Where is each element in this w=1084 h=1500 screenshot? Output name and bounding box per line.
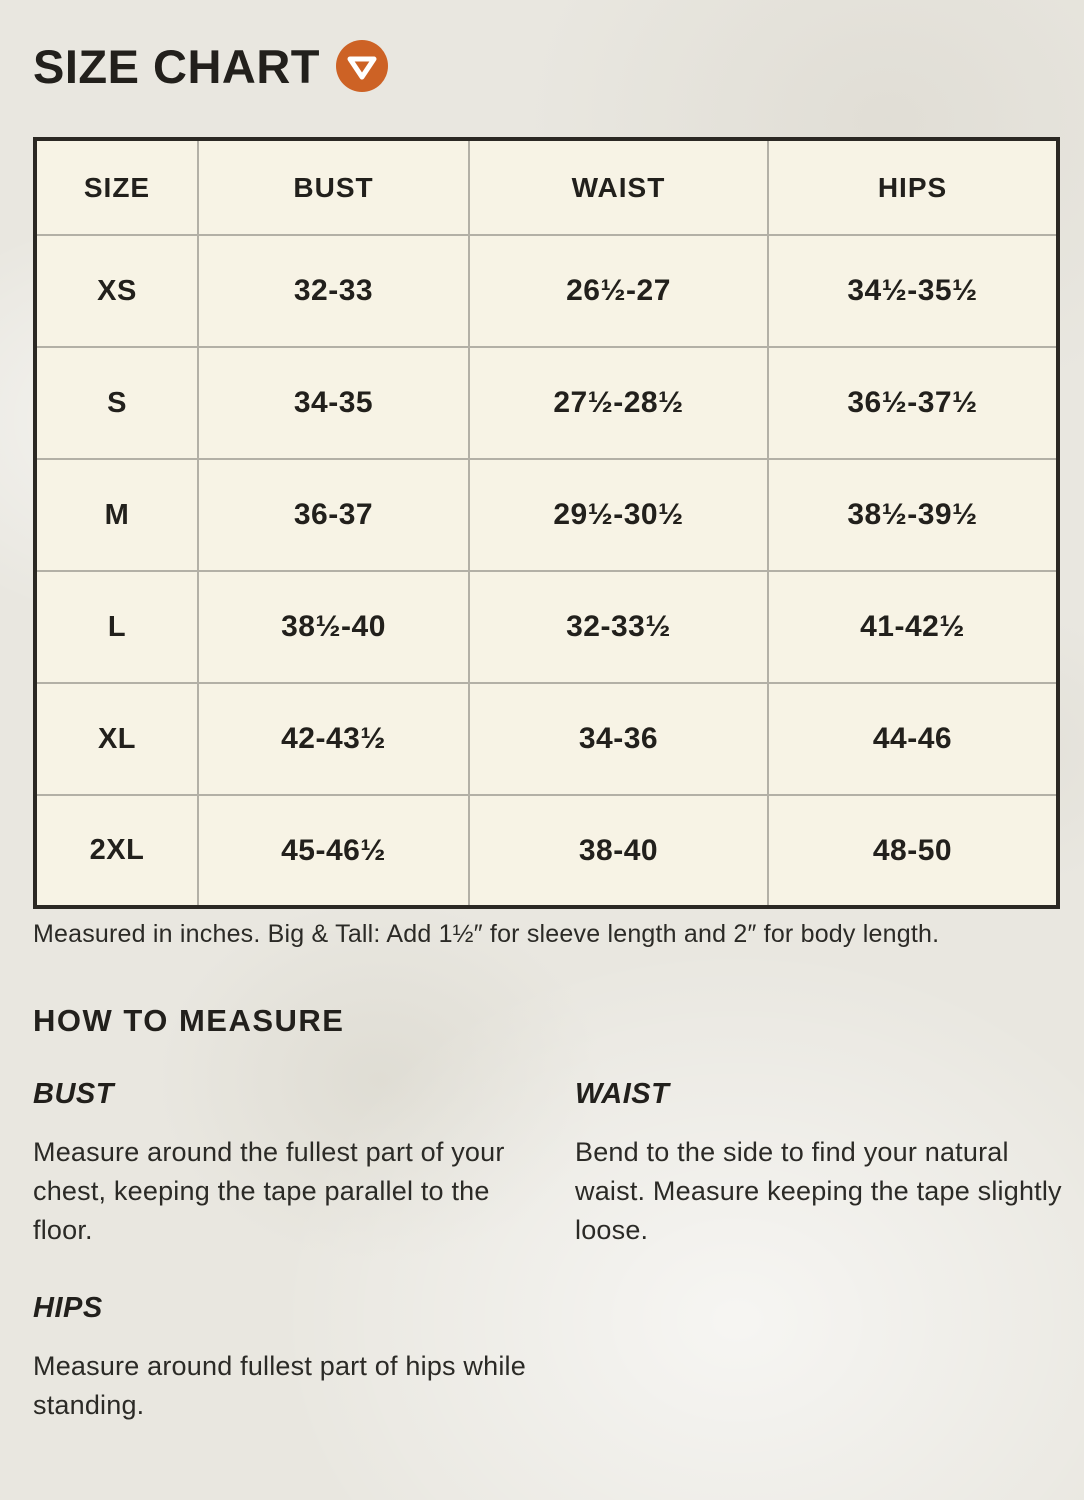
size-label: XS [35, 235, 198, 347]
bust-section-label: BUST [33, 1078, 114, 1110]
bust-value: 36-37 [198, 459, 469, 571]
bust-value: 42-43½ [198, 683, 469, 795]
hips-value: 38½-39½ [768, 459, 1058, 571]
waist-value: 27½-28½ [469, 347, 768, 459]
bust-section-text: Measure around the fullest part of your chest, keeping the tape parallel to the floor. [33, 1137, 505, 1245]
hips-value: 34½-35½ [768, 235, 1058, 347]
bust-value: 45-46½ [198, 795, 469, 907]
column-header-waist: WAIST [469, 139, 768, 235]
table-row-m [35, 459, 1058, 571]
bust-value: 32-33 [198, 235, 469, 347]
expand-down-triangle-icon[interactable] [336, 40, 388, 92]
waist-value: 38-40 [469, 795, 768, 907]
table-row-xl [35, 683, 1058, 795]
column-header-bust: BUST [198, 139, 469, 235]
waist-section-label: WAIST [575, 1078, 670, 1110]
waist-section-text: Bend to the side to find your natural waist. Measure keeping the tape slightly loose. [575, 1137, 1062, 1245]
column-header-hips: HIPS [768, 139, 1058, 235]
size-label: XL [35, 683, 198, 795]
hips-value: 44-46 [768, 683, 1058, 795]
hips-section-text: Measure around fullest part of hips while standing. [33, 1351, 526, 1420]
size-label: S [35, 347, 198, 459]
column-header-size: SIZE [35, 139, 198, 235]
waist-value: 29½-30½ [469, 459, 768, 571]
measurement-note: Measured in inches. Big & Tall: Add 1½″ for sleeve length and 2″ for body length. [33, 920, 940, 948]
table-row-xs [35, 235, 1058, 347]
hips-section-label: HIPS [33, 1292, 103, 1324]
table-row-2xl [35, 795, 1058, 907]
bust-value: 38½-40 [198, 571, 469, 683]
table-row-s [35, 347, 1058, 459]
size-chart-table [33, 137, 1060, 909]
table-header-row [35, 139, 1058, 235]
waist-value: 26½-27 [469, 235, 768, 347]
waist-value: 34-36 [469, 683, 768, 795]
waist-measure-section [575, 1078, 1070, 1250]
size-label: M [35, 459, 198, 571]
waist-value: 32-33½ [469, 571, 768, 683]
table-row-l [35, 571, 1058, 683]
size-label: 2XL [35, 795, 198, 907]
how-to-measure-heading: HOW TO MEASURE [33, 1003, 345, 1038]
hips-measure-section [33, 1292, 553, 1425]
hips-value: 48-50 [768, 795, 1058, 907]
hips-value: 41-42½ [768, 571, 1058, 683]
size-label: L [35, 571, 198, 683]
hips-value: 36½-37½ [768, 347, 1058, 459]
bust-measure-section [33, 1078, 533, 1250]
size-chart-header [33, 40, 388, 92]
bust-value: 34-35 [198, 347, 469, 459]
page-title: SIZE CHART [33, 39, 320, 93]
